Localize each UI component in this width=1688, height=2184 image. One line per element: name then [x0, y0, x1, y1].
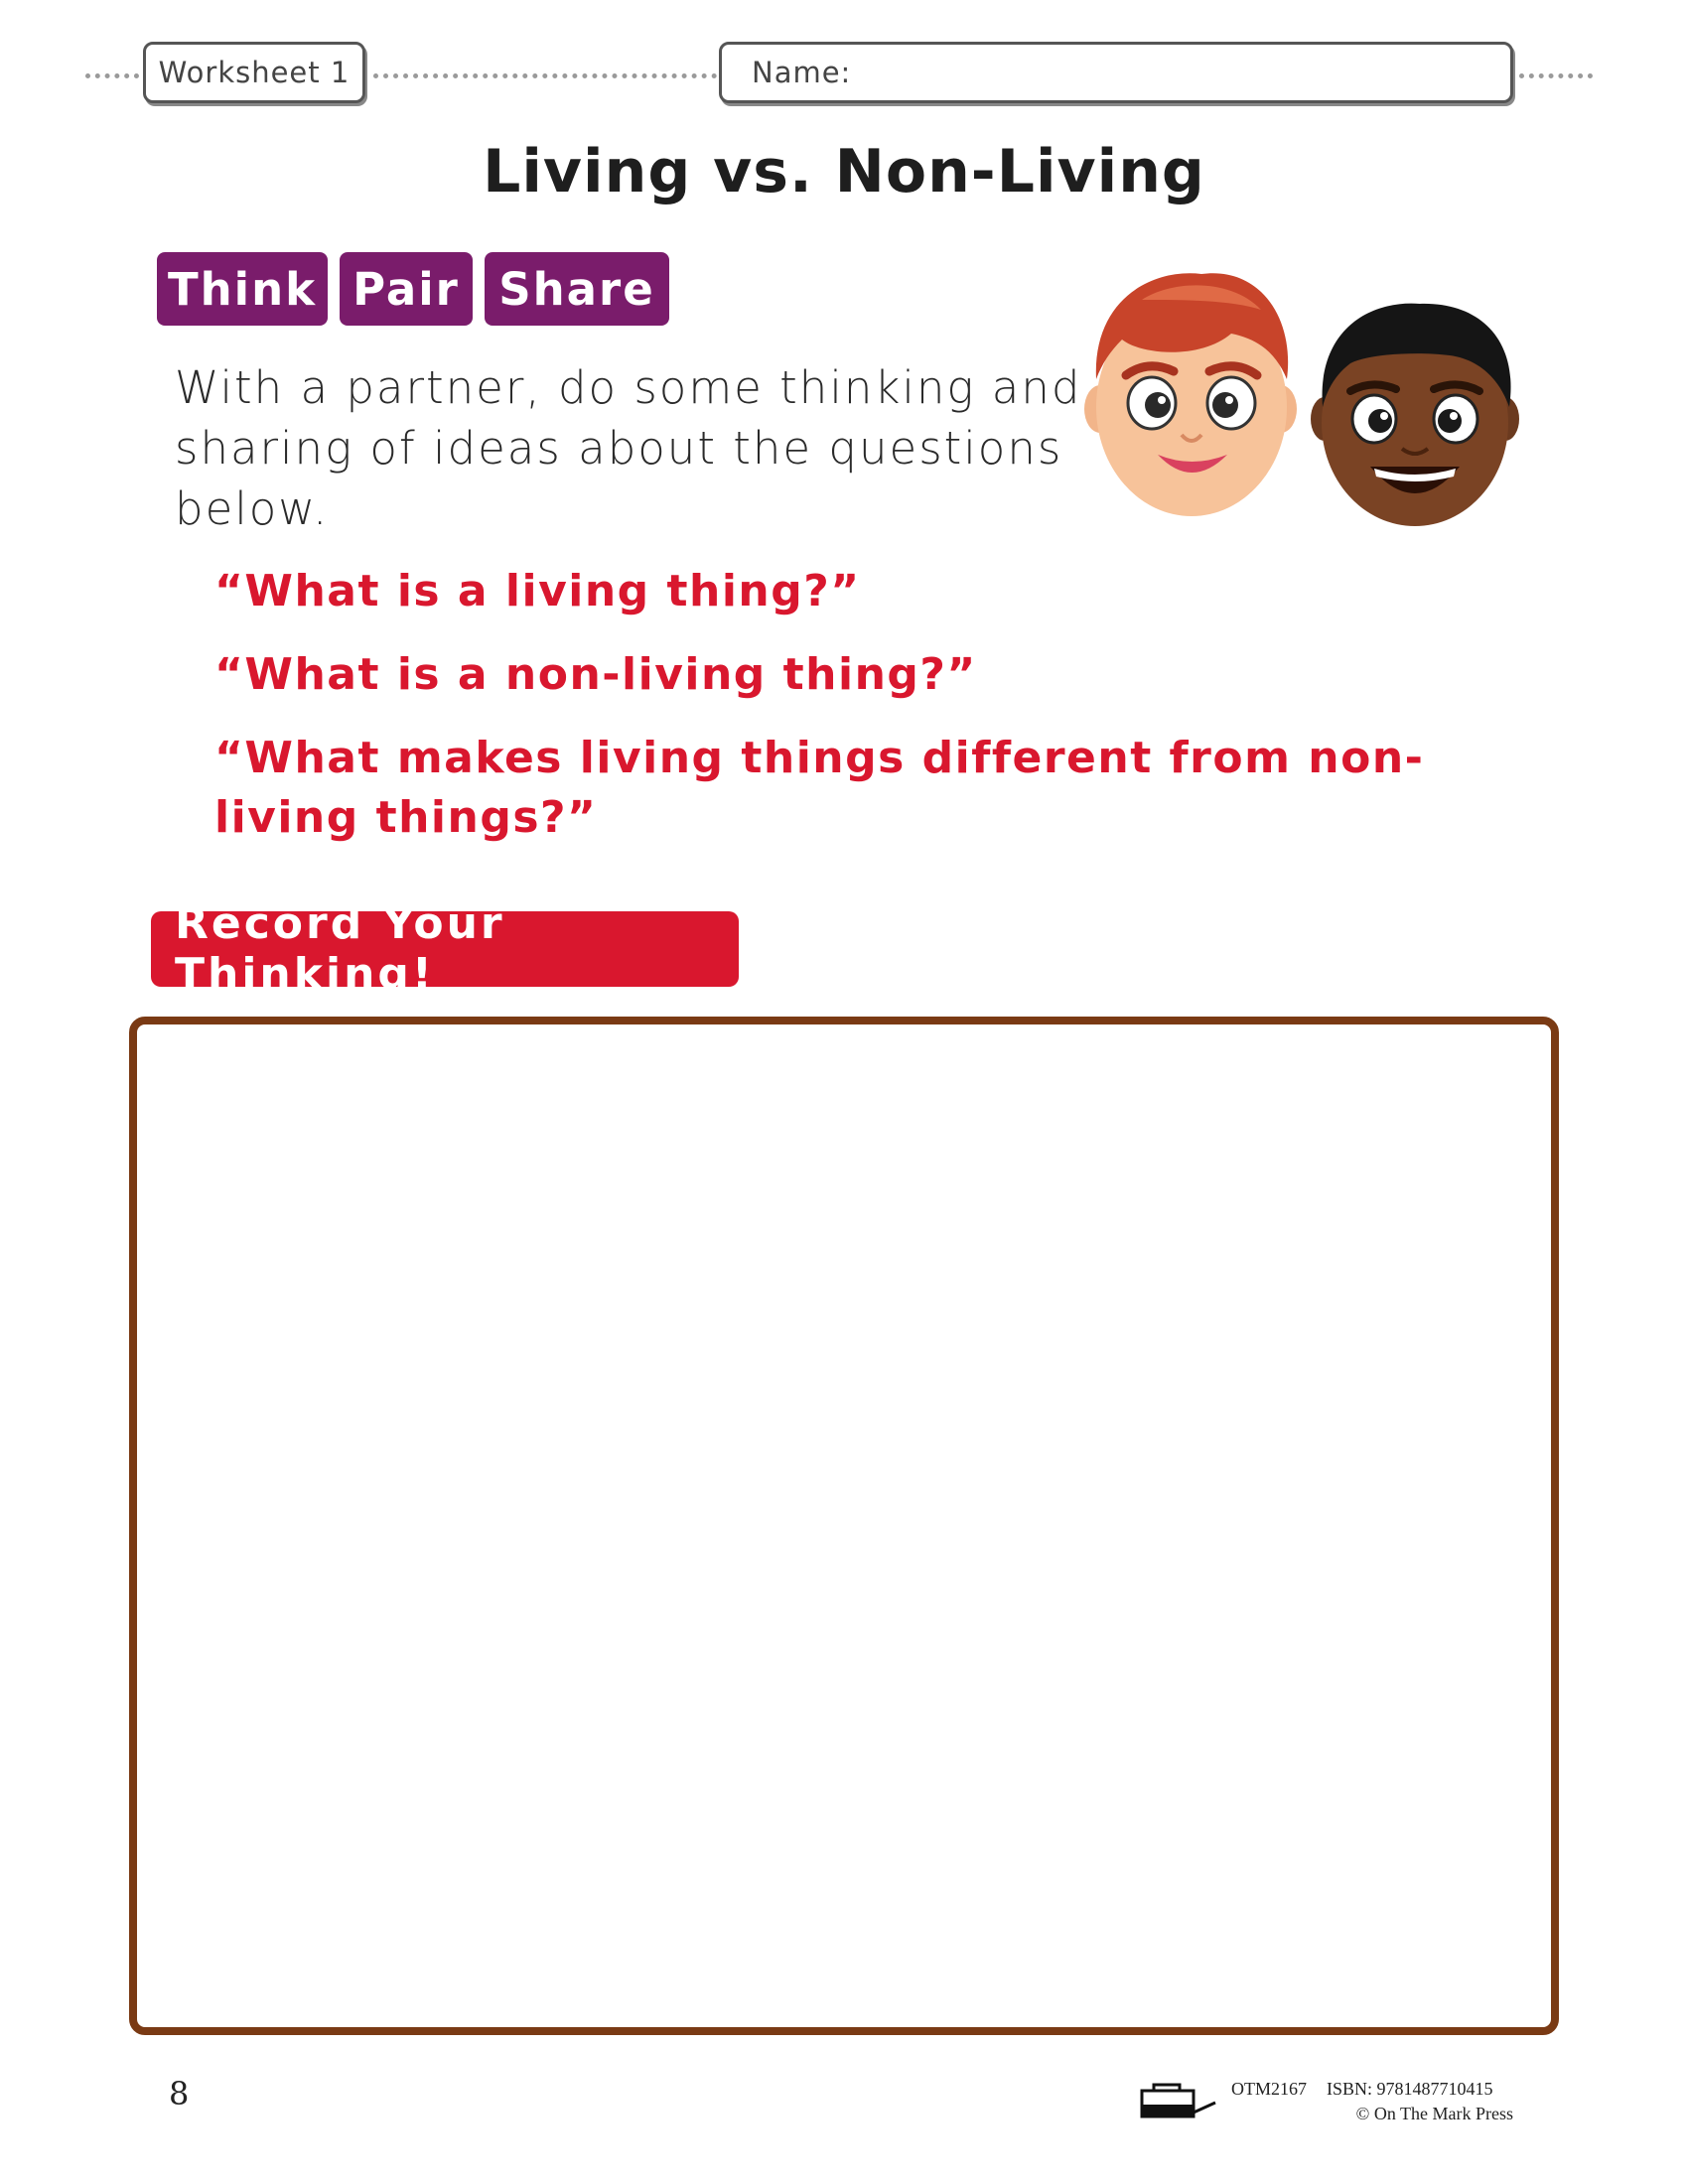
boy-dark-skin-face-icon: [1311, 304, 1519, 526]
answer-box[interactable]: [129, 1017, 1559, 2035]
record-thinking-label: Record Your Thinking!: [175, 898, 505, 1000]
dotted-rule-middle: [373, 73, 717, 78]
tag-share: Share: [485, 252, 669, 326]
question-3: “What makes living things different from non-living things?”: [214, 733, 1425, 843]
worksheet-label-box: [143, 42, 365, 103]
name-label: Name:: [752, 56, 852, 89]
worksheet-label: Worksheet 1: [158, 56, 351, 89]
page-title: Living vs. Non-Living: [483, 137, 1205, 206]
dotted-rule-right: [1519, 73, 1593, 78]
boy-red-hair-face-icon: [1084, 273, 1297, 516]
product-code: OTM2167: [1231, 2079, 1307, 2099]
instructions-text: With a partner, do some thinking and sharing of ideas about the questions below.: [175, 361, 1082, 535]
record-thinking-banner: [151, 898, 739, 1000]
name-field[interactable]: [719, 42, 1513, 103]
publisher-logo-icon: [1140, 2083, 1219, 2118]
students-illustration: [1082, 260, 1519, 528]
copyright: © On The Mark Press: [1355, 2104, 1513, 2123]
tag-think: Think: [157, 252, 328, 326]
footer-info: [1231, 2077, 1519, 2126]
question-1: “What is a living thing?”: [214, 566, 861, 616]
page-number: 8: [169, 2075, 190, 2113]
dotted-rule-left: [85, 73, 139, 78]
tag-pair: Pair: [340, 252, 473, 326]
question-2: “What is a non-living thing?”: [214, 649, 977, 700]
isbn: ISBN: 9781487710415: [1327, 2079, 1493, 2099]
